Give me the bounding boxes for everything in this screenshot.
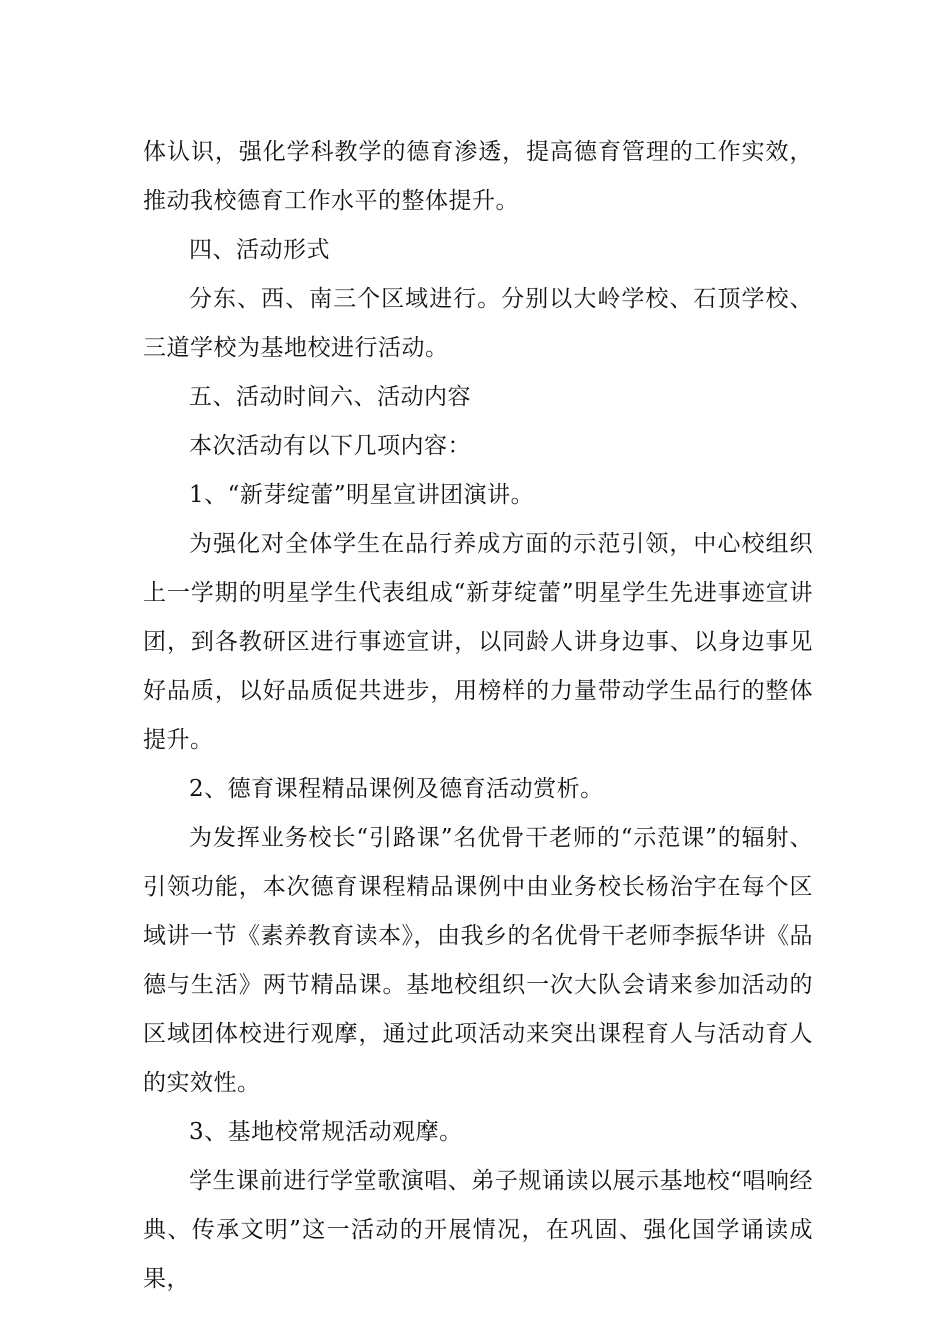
heading-item-3: 3、基地校常规活动观摩。 bbox=[189, 1119, 463, 1145]
paragraph-item-3: 学生课前进行学堂歌演唱、弟子规诵读以展示基地校“唱响经典、传承文明”这一活动的开展情况，在巩固、强化国学诵读成果， bbox=[143, 1168, 813, 1292]
paragraph-item-1: 为强化对全体学生在品行养成方面的示范引领，中心校组织上一学期的明星学生代表组成“新芽绽蕾”明星学生先进事迹宣讲团，到各教研区进行事迹宣讲，以同龄人讲身边事、以身边事见好品质，以好品质促共进步，用榜样的力量带动学生品行的整体提升。 bbox=[143, 531, 813, 753]
heading-item-1: 1、“新芽绽蕾”明星宣讲团演讲。 bbox=[189, 482, 535, 508]
paragraph-content-intro: 本次活动有以下几项内容： bbox=[189, 433, 471, 459]
heading-activity-form: 四、活动形式 bbox=[189, 237, 330, 263]
heading-item-2: 2、德育课程精品课例及德育活动赏析。 bbox=[189, 776, 604, 802]
heading-activity-time-content: 五、活动时间六、活动内容 bbox=[189, 384, 471, 410]
paragraph-continuation: 体认识，强化学科教学的德育渗透，提高德育管理的工作实效，推动我校德育工作水平的整体提升。 bbox=[143, 139, 813, 214]
document-body bbox=[143, 128, 813, 1304]
paragraph-activity-form: 分东、西、南三个区域进行。分别以大岭学校、石顶学校、三道学校为基地校进行活动。 bbox=[143, 286, 813, 361]
paragraph-item-2: 为发挥业务校长“引路课”名优骨干老师的“示范课”的辐射、引领功能，本次德育课程精品课例中由业务校长杨治宇在每个区域讲一节《素养教育读本》，由我乡的名优骨干老师李振华讲《品德与生活》两节精品课。基地校组织一次大队会请来参加活动的区域团体校进行观摩，通过此项活动来突出课程育人与活动育人的实效性。 bbox=[143, 825, 813, 1096]
